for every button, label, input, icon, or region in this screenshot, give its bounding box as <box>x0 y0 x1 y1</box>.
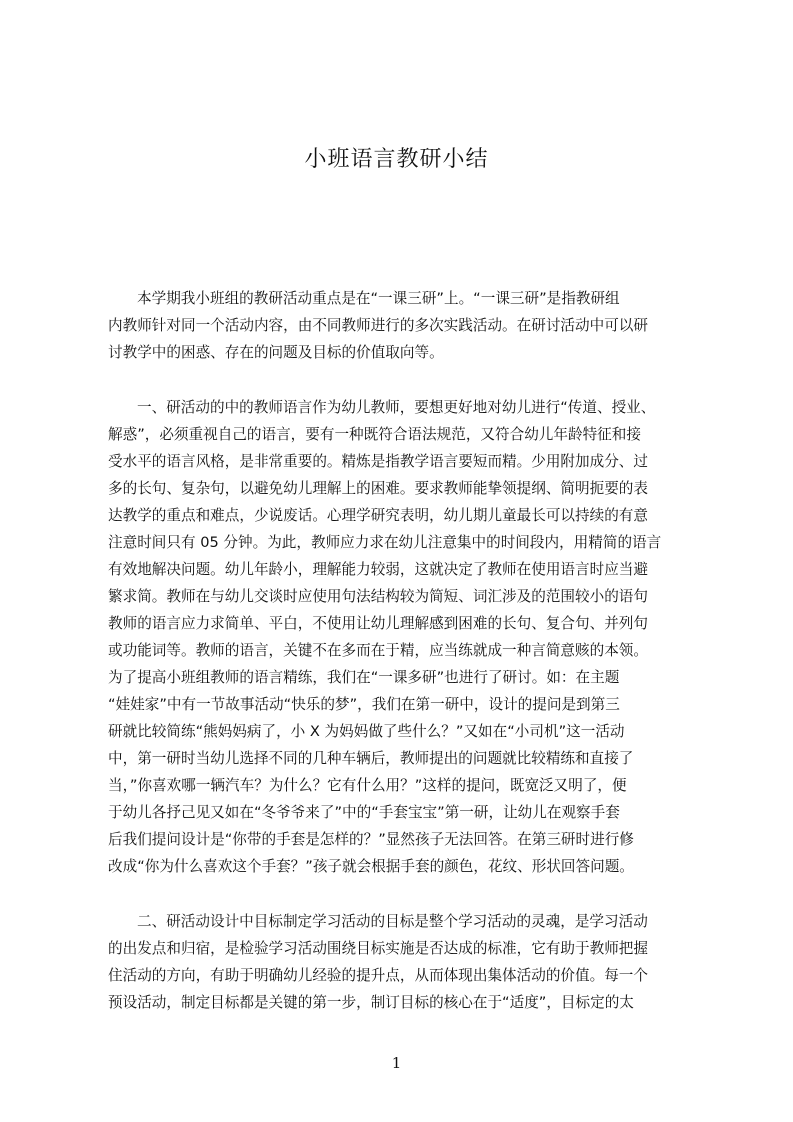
page-title: 小班语言教研小结 <box>304 147 489 172</box>
text-line: 受水平的语言风格，是非常重要的。精炼是指教学语言要短而精。少用附加成分、过 <box>108 453 648 470</box>
text-line: 解惑”，必须重视自己的语言，要有一种既符合语法规范，又符合幼儿年龄特征和接 <box>108 426 641 443</box>
text-line: 二、研活动设计中目标制定学习活动的目标是整个学习活动的灵魂，是学习活动 <box>137 913 648 930</box>
text-line: 研就比较简练“熊妈妈病了，小 X 为妈妈做了些什么？”又如在“小司机”这一活动 <box>108 723 625 740</box>
text-line: 后我们提问设计是“你带的手套是怎样的？”显然孩子无法回答。在第三研时进行修 <box>108 831 634 848</box>
text-line: 讨教学中的困惑、存在的问题及目标的价值取向等。 <box>108 344 444 361</box>
page-number: 1 <box>391 1054 402 1072</box>
text-line: 的出发点和归宿，是检验学习活动围绕目标实施是否达成的标准，它有助于教师把握 <box>108 940 648 957</box>
text-line: 改成“你为什么喜欢这个手套？”孩子就会根据手套的颜色，花纹、形状回答问题。 <box>108 858 634 875</box>
text-line: 内教师针对同一个活动内容，由不同教师进行的多次实践活动。在研讨活动中可以研 <box>108 317 648 334</box>
text-line: 一、研活动的中的教师语言作为幼儿教师，要想更好地对幼儿进行“传道、授业、 <box>137 399 656 416</box>
text-line: 达教学的重点和难点，少说废话。心理学研究表明，幼儿期儿童最长可以持续的有意 <box>108 507 648 524</box>
text-line: 为了提高小班组教师的语言精练，我们在“一课多研”也进行了研讨。如：在主题 <box>108 669 620 686</box>
text-line: 有效地解决问题。幼儿年龄小，理解能力较弱，这就决定了教师在使用语言时应当避 <box>108 561 648 578</box>
text-line: 本学期我小班组的教研活动重点是在“一课三研”上。“一课三研”是指教研组 <box>137 290 620 307</box>
text-line: 预设活动，制定目标都是关键的第一步，制订目标的核心在于“适度”，目标定的太 <box>108 994 634 1011</box>
text-line: 住活动的方向，有助于明确幼儿经验的提升点，从而体现出集体活动的价值。每一个 <box>108 967 648 984</box>
text-line: 注意时间只有 05 分钟。为此，教师应力求在幼儿注意集中的时间段内，用精简的语言 <box>108 534 662 551</box>
text-line: 于幼儿各抒己见又如在“冬爷爷来了”中的“手套宝宝”第一研，让幼儿在观察手套 <box>108 804 620 821</box>
text-line: 当，”你喜欢哪一辆汽车？为什么？它有什么用？”这样的提问，既宽泛又明了，便 <box>108 777 627 794</box>
text-line: 教师的语言应力求简单、平白，不使用让幼儿理解感到困难的长句、复合句、并列句 <box>108 615 648 632</box>
text-line: 中，第一研时当幼儿选择不同的几种车辆后，教师提出的问题就比较精练和直接了 <box>108 750 634 767</box>
text-line: 或功能词等。教师的语言，关键不在多而在于精，应当练就成一种言简意赅的本领。 <box>108 642 648 659</box>
text-line: “娃娃家”中有一节故事活动“快乐的梦”，我们在第一研中，设计的提问是到第三 <box>108 696 620 713</box>
text-line: 繁求简。教师在与幼儿交谈时应使用句法结构较为简短、词汇涉及的范围较小的语句 <box>108 588 648 605</box>
text-line: 多的长句、复杂句，以避免幼儿理解上的困难。要求教师能挚领提纲、简明扼要的表 <box>108 480 648 497</box>
